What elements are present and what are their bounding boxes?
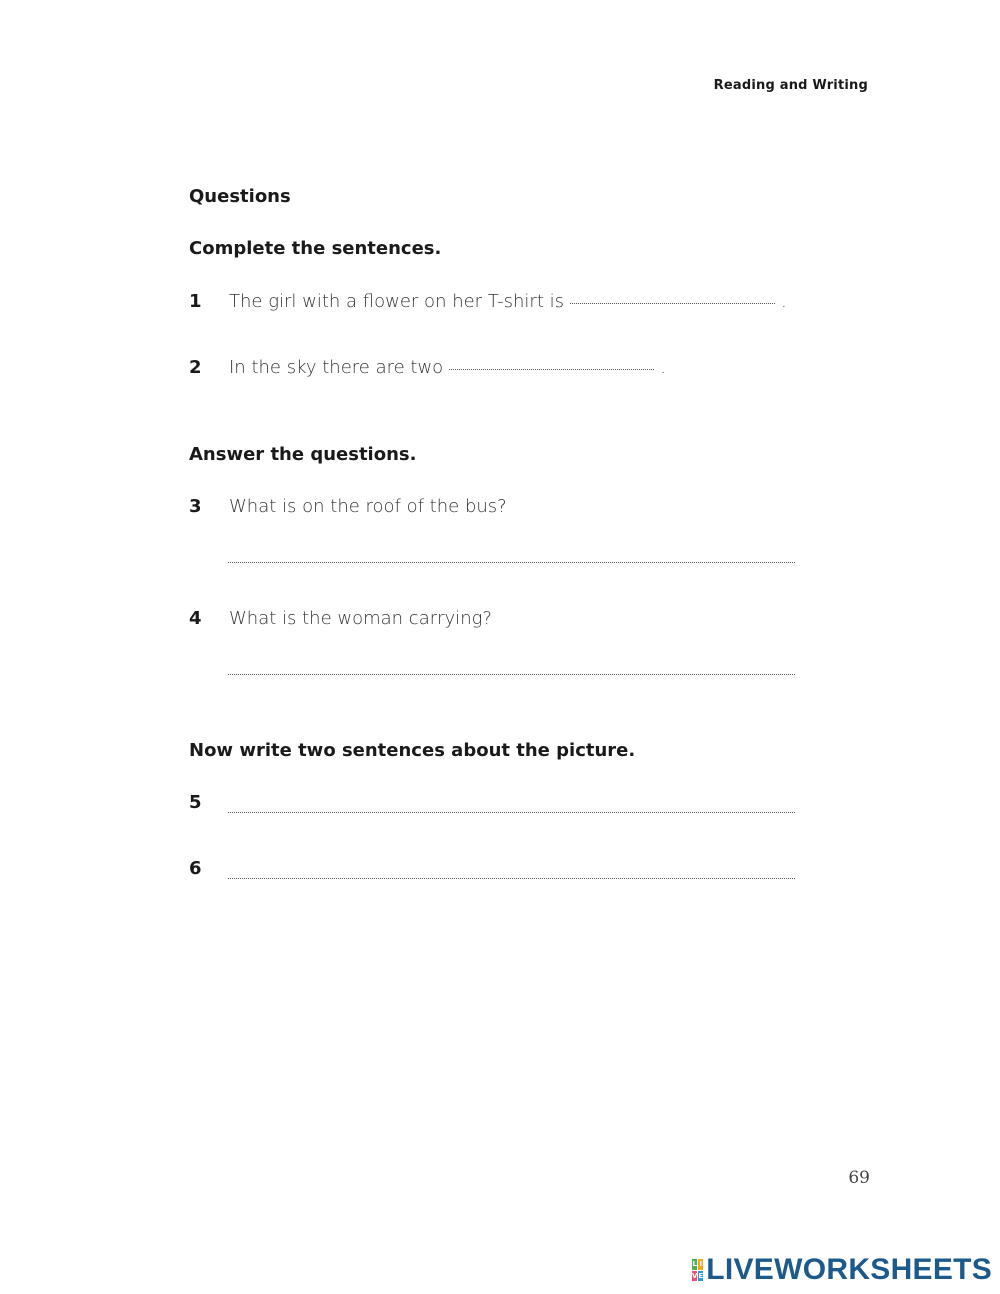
logo-mark-letter: L bbox=[692, 1260, 697, 1268]
question-3-text: What is on the roof of the bus? bbox=[229, 496, 507, 517]
liveworksheets-logo bbox=[692, 1253, 992, 1287]
question-number: 6 bbox=[189, 858, 202, 879]
question-number: 4 bbox=[189, 608, 202, 629]
logo-mark-letter: E bbox=[698, 1271, 704, 1280]
question-2-suffix: . bbox=[660, 357, 666, 378]
instruction-complete: Complete the sentences. bbox=[189, 238, 442, 259]
logo-mark-letter: V bbox=[692, 1271, 698, 1280]
answer-line-5[interactable] bbox=[228, 812, 795, 813]
section-title: Questions bbox=[189, 186, 291, 207]
instruction-answer: Answer the questions. bbox=[189, 444, 417, 465]
question-number: 1 bbox=[189, 291, 202, 312]
question-2-prefix: In the sky there are two bbox=[229, 357, 444, 378]
logo-text: LIVEWORKSHEETS bbox=[706, 1253, 993, 1286]
question-1-suffix: . bbox=[781, 291, 787, 312]
page-number: 69 bbox=[848, 1168, 870, 1188]
answer-blank-1[interactable] bbox=[570, 303, 775, 304]
header-label: Reading and Writing bbox=[713, 78, 868, 93]
answer-line-6[interactable] bbox=[228, 878, 795, 879]
answer-line-3[interactable] bbox=[228, 562, 795, 563]
instruction-write: Now write two sentences about the picture. bbox=[189, 740, 636, 761]
question-number: 2 bbox=[189, 357, 202, 378]
logo-mark-letter: I bbox=[699, 1260, 703, 1268]
question-4-text: What is the woman carrying? bbox=[229, 608, 492, 629]
question-1-text bbox=[229, 291, 787, 312]
logo-mark-icon bbox=[692, 1259, 703, 1281]
question-number: 3 bbox=[189, 496, 202, 517]
question-2-text bbox=[229, 357, 666, 378]
answer-blank-2[interactable] bbox=[449, 369, 654, 370]
question-number: 5 bbox=[189, 792, 202, 813]
question-1-prefix: The girl with a flower on her T-shirt is bbox=[229, 291, 564, 312]
answer-line-4[interactable] bbox=[228, 674, 795, 675]
